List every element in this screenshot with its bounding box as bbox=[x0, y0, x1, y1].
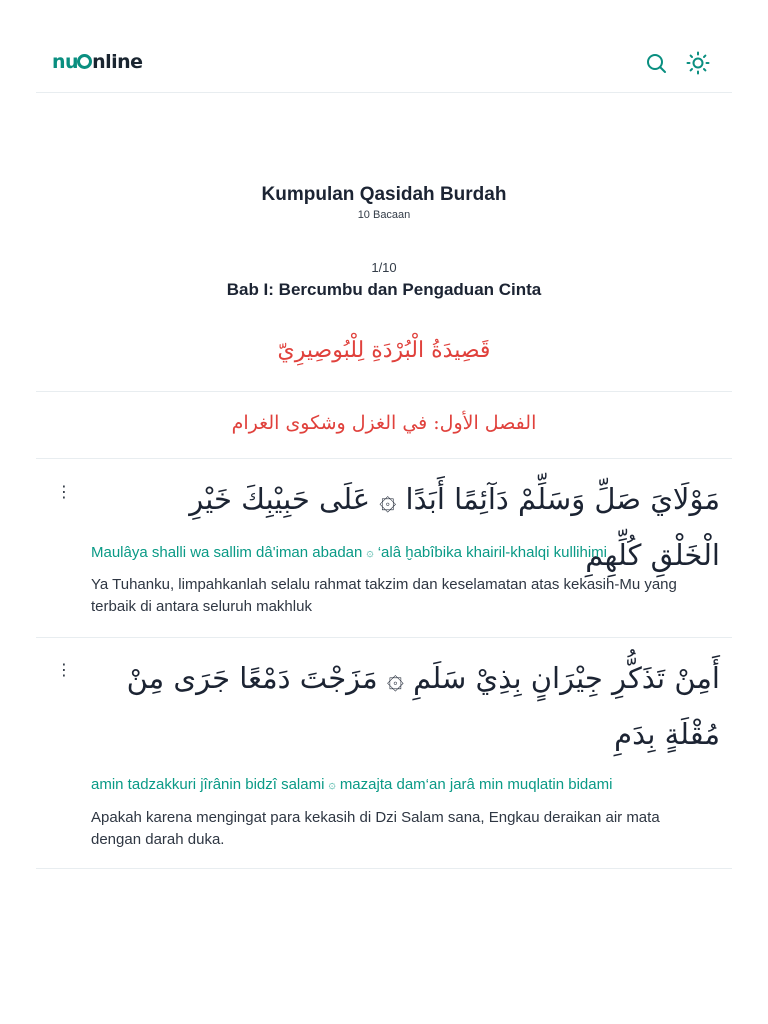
kebab-menu-icon: ⋮ bbox=[56, 482, 72, 501]
sun-icon bbox=[686, 51, 710, 75]
verse-translation: Apakah karena mengingat para kekasih di Dzi Salam sana, Engkau deraikan air mata dengan darah duka. bbox=[91, 809, 660, 848]
ornament-icon: ۞ bbox=[328, 777, 336, 791]
transliteration-part: Maulâya shalli wa sallim dâ'iman abadan bbox=[91, 544, 363, 561]
transliteration-part: ‘alâ ḫabîbika khairil-khalqi kullihimi bbox=[377, 544, 607, 561]
chapter-counter: 1/10 bbox=[371, 260, 397, 275]
ornament-icon: ۞ bbox=[366, 545, 374, 559]
kebab-menu-icon: ⋮ bbox=[56, 660, 72, 679]
calligraphy-chapter-title: الفصل الأول: في الغزل وشكوى الغرام bbox=[231, 412, 537, 434]
theme-toggle-button[interactable] bbox=[686, 51, 710, 75]
collection-title: Kumpulan Qasidah Burdah bbox=[261, 184, 507, 205]
chapter-title: Bab I: Bercumbu dan Pengaduan Cinta bbox=[226, 280, 542, 299]
verse-menu-button[interactable] bbox=[56, 660, 72, 680]
verse-item bbox=[36, 459, 732, 637]
search-icon bbox=[644, 51, 668, 75]
nu-online-logo[interactable] bbox=[52, 51, 143, 73]
app-header bbox=[36, 36, 732, 93]
logo-text-line: nline bbox=[92, 51, 143, 73]
collection-count: 10 Bacaan bbox=[357, 209, 411, 221]
verse-transliteration bbox=[91, 776, 612, 793]
verse-menu-button[interactable] bbox=[56, 482, 72, 502]
verse-item bbox=[36, 638, 732, 868]
verse-arabic: مَوْلَايَ صَلِّ وَسَلِّمْ دَآئِمًا أَبَدًا ۞ عَلَى حَبِيْبِكَ خَيْرِ الْخَلْقِ كُلِّهِمِ bbox=[189, 482, 720, 572]
calligraphy-poem-title: قَصِيدَةُ الْبُرْدَةِ لِلْبُوصِيرِيّ bbox=[277, 338, 491, 363]
logo-text-nu: nu bbox=[52, 51, 79, 73]
divider bbox=[36, 391, 732, 392]
logo-o-ring bbox=[77, 54, 92, 69]
verse-arabic: أَمِنْ تَذَكُّرِ جِيْرَانٍ بِذِيْ سَلَمِ ۞ مَزَجْتَ دَمْعًا جَرَى مِنْ مُقْلَةٍ بِدَمِ bbox=[126, 661, 720, 751]
transliteration-part: mazajta dam‘an jarâ min muqlatin bidami bbox=[339, 776, 613, 793]
search-button[interactable] bbox=[644, 51, 668, 75]
divider bbox=[36, 868, 732, 869]
transliteration-part: amin tadzakkuri jîrânin bidzî salami bbox=[91, 776, 325, 793]
verse-transliteration bbox=[91, 544, 607, 561]
verse-translation: Ya Tuhanku, limpahkanlah selalu rahmat takzim dan keselamatan atas kekasih-Mu yang terbaik di antara seluruh makhluk bbox=[91, 576, 677, 615]
